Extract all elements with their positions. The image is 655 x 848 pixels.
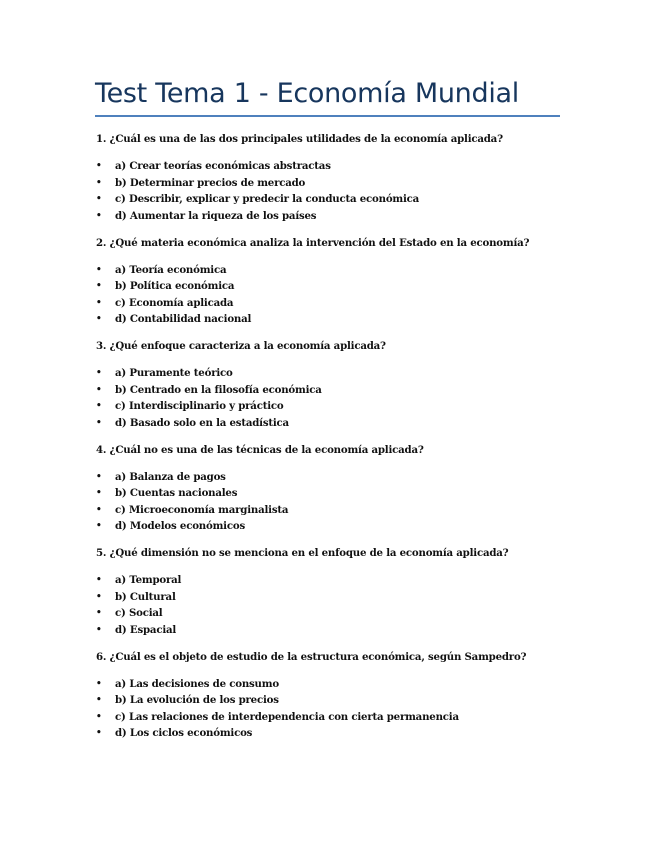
bullet-icon: •	[96, 161, 102, 171]
bullet-icon: •	[96, 384, 102, 395]
option-text: d) Modelos económicos	[115, 520, 245, 533]
option-text: d) Aumentar la riqueza de los países	[115, 209, 317, 222]
option-item	[96, 485, 576, 502]
bullet-icon: •	[96, 695, 102, 706]
option-item	[96, 191, 576, 208]
bullet-icon: •	[96, 281, 102, 292]
question-block	[96, 649, 576, 753]
question-text: 1. ¿Cuál es una de las dos principales utilidades de la economía aplicada?	[96, 133, 503, 145]
option-item	[96, 469, 576, 486]
bullet-icon: •	[96, 417, 102, 428]
question-block	[96, 545, 576, 649]
option-item	[96, 311, 576, 328]
option-item	[96, 365, 576, 382]
option-text: c) Las relaciones de interdependencia con cierta permanencia	[115, 710, 459, 723]
bullet-icon: •	[96, 264, 102, 275]
question-block	[96, 235, 576, 339]
option-text: d) Contabilidad nacional	[115, 313, 252, 326]
option-item	[96, 295, 576, 312]
question-block	[96, 442, 576, 546]
option-item	[96, 382, 576, 399]
option-text: a) Puramente teórico	[115, 367, 233, 380]
option-text: c) Describir, explicar y predecir la conducta económica	[115, 193, 420, 205]
option-text: b) Política económica	[115, 280, 235, 293]
option-text: b) Cuentas nacionales	[115, 487, 238, 500]
option-item	[96, 208, 576, 225]
option-text: d) Basado solo en la estadística	[115, 416, 289, 429]
bullet-icon: •	[96, 194, 102, 204]
bullet-icon: •	[96, 488, 102, 499]
bullet-icon: •	[96, 608, 102, 619]
option-text: a) Crear teorías económicas abstractas	[115, 160, 331, 172]
question-text: 6. ¿Cuál es el objeto de estudio de la estructura económica, según Sampedro?	[96, 650, 527, 663]
option-item	[96, 262, 576, 279]
option-text: c) Social	[115, 607, 163, 620]
option-item	[96, 605, 576, 622]
question-text: 4. ¿Cuál no es una de las técnicas de la economía aplicada?	[96, 443, 424, 456]
bullet-icon: •	[96, 575, 102, 586]
option-item	[96, 502, 576, 519]
bullet-icon: •	[96, 297, 102, 308]
option-text: a) Balanza de pagos	[115, 470, 226, 483]
question-block	[96, 131, 576, 235]
bullet-icon: •	[96, 678, 102, 689]
option-text: d) Los ciclos económicos	[115, 727, 253, 740]
question-text: 5. ¿Qué dimensión no se menciona en el enfoque de la economía aplicada?	[96, 547, 509, 560]
question-text: 3. ¿Qué enfoque caracteriza a la economía aplicada?	[96, 340, 386, 353]
option-item	[96, 398, 576, 415]
option-item	[96, 175, 576, 192]
question-list	[96, 131, 576, 753]
title-underline	[95, 115, 560, 117]
option-list	[96, 365, 576, 431]
option-item	[96, 692, 576, 709]
option-text: c) Interdisciplinario y práctico	[115, 400, 284, 413]
option-item	[96, 709, 576, 726]
bullet-icon: •	[96, 210, 102, 221]
question-block	[96, 338, 576, 442]
option-list	[96, 572, 576, 638]
bullet-icon: •	[96, 591, 102, 602]
option-item	[96, 415, 576, 432]
bullet-icon: •	[96, 368, 102, 379]
option-item	[96, 518, 576, 535]
bullet-icon: •	[96, 471, 102, 482]
option-text: a) Temporal	[115, 574, 182, 587]
option-text: b) Centrado en la filosofía económica	[115, 383, 322, 396]
option-text: b) La evolución de los precios	[115, 694, 279, 707]
option-item	[96, 158, 576, 175]
option-list	[96, 158, 576, 224]
option-text: c) Economía aplicada	[115, 296, 234, 309]
option-list	[96, 469, 576, 535]
bullet-icon: •	[96, 314, 102, 325]
option-item	[96, 572, 576, 589]
bullet-icon: •	[96, 711, 102, 722]
option-item	[96, 725, 576, 742]
document-title: Test Tema 1 - Economía Mundial	[95, 78, 519, 109]
option-item	[96, 676, 576, 693]
option-text: b) Cultural	[115, 590, 176, 603]
option-text: d) Espacial	[115, 623, 177, 636]
option-list	[96, 262, 576, 328]
option-item	[96, 589, 576, 606]
option-list	[96, 676, 576, 742]
bullet-icon: •	[96, 177, 102, 188]
option-text: b) Determinar precios de mercado	[115, 176, 306, 189]
option-text: a) Teoría económica	[115, 263, 227, 276]
bullet-icon: •	[96, 624, 102, 635]
bullet-icon: •	[96, 401, 102, 412]
option-item	[96, 622, 576, 639]
option-text: c) Microeconomía marginalista	[115, 503, 289, 516]
option-text: a) Las decisiones de consumo	[115, 677, 279, 690]
bullet-icon: •	[96, 504, 102, 515]
option-item	[96, 278, 576, 295]
bullet-icon: •	[96, 728, 102, 739]
bullet-icon: •	[96, 521, 102, 532]
question-text: 2. ¿Qué materia económica analiza la intervención del Estado en la economía?	[96, 236, 530, 249]
